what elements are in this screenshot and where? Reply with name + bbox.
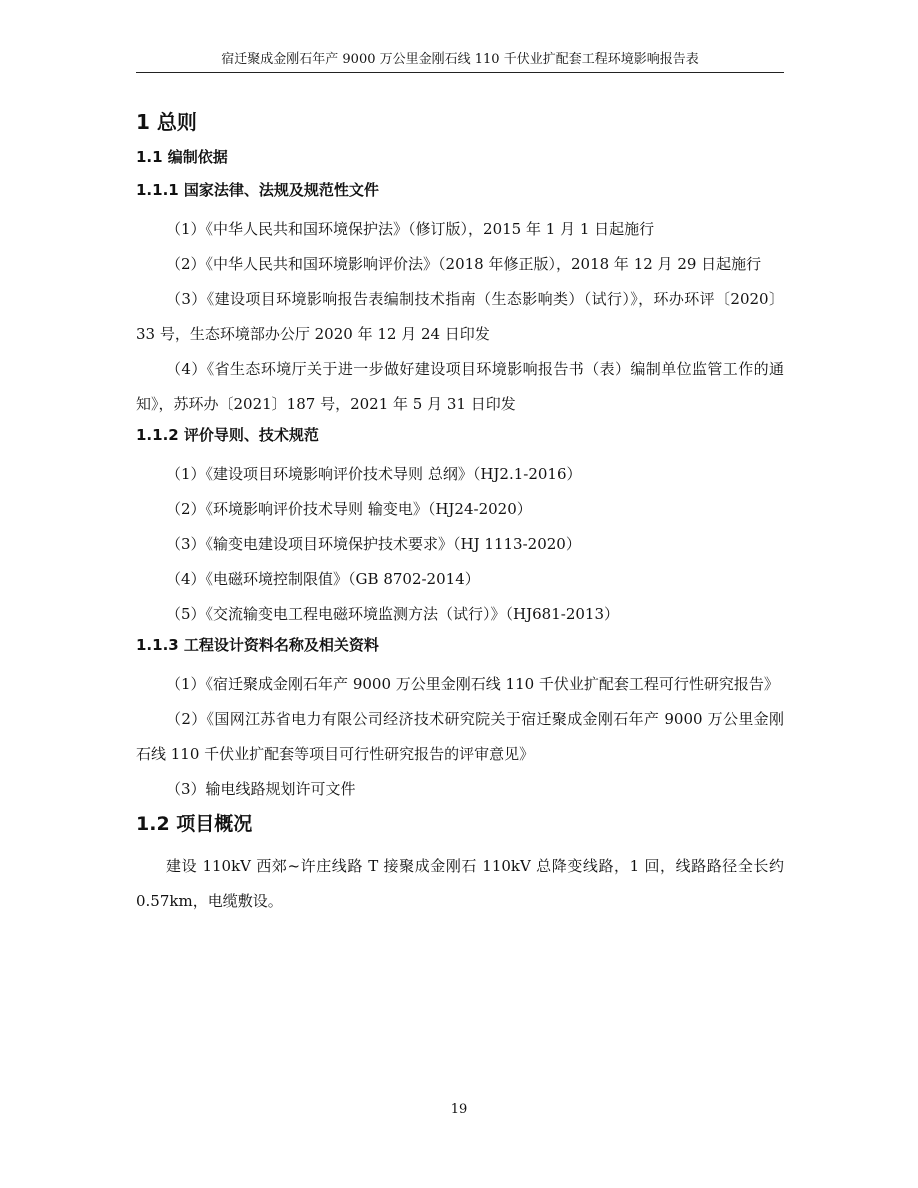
running-header: 宿迁聚成金刚石年产 9000 万公里金刚石线 110 千伏业扩配套工程环境影响报告表 <box>221 52 699 67</box>
law-item: （4）《省生态环境厅关于进一步做好建设项目环境影响报告书（表）编制单位监管工作的通知》，苏环办〔2021〕187 号，2021 年 5 月 31 日印发 <box>136 360 784 413</box>
project-overview-paragraph: 建设 110kV 西郊~许庄线路 T 接聚成金刚石 110kV 总降变线路，1 回，线路路径全长约 0.57km，电缆敷设。 <box>136 857 784 910</box>
section-heading-1-1-3: 1.1.3 工程设计资料名称及相关资料 <box>136 636 379 654</box>
section-heading-1-1-2: 1.1.2 评价导则、技术规范 <box>136 426 319 444</box>
section-heading-1-1-1: 1.1.1 国家法律、法规及规范性文件 <box>136 181 379 199</box>
design-document-item: （3）输电线路规划许可文件 <box>166 780 356 798</box>
design-document-item: （2）《国网江苏省电力有限公司经济技术研究院关于宿迁聚成金刚石年产 9000 万公里金刚石线 110 千伏业扩配套等项目可行性研究报告的评审意见》 <box>136 710 784 763</box>
standard-item: （1）《建设项目环境影响评价技术导则 总纲》（HJ2.1-2016） <box>166 465 582 483</box>
standard-item: （5）《交流输变电工程电磁环境监测方法（试行）》（HJ681-2013） <box>166 605 620 623</box>
law-item: （3）《建设项目环境影响报告表编制技术指南（生态影响类）（试行）》，环办环评〔2020〕33 号，生态环境部办公厅 2020 年 12 月 24 日印发 <box>136 290 784 343</box>
design-document-item: （1）《宿迁聚成金刚石年产 9000 万公里金刚石线 110 千伏业扩配套工程可行性研究报告》 <box>166 675 779 693</box>
page-body <box>136 108 784 919</box>
standard-item: （2）《环境影响评价技术导则 输变电》（HJ24-2020） <box>166 500 532 518</box>
standard-item: （4）《电磁环境控制限值》（GB 8702-2014） <box>166 570 480 588</box>
page-number: 19 <box>450 1102 468 1117</box>
section-heading-1-2: 1.2 项目概况 <box>136 813 253 835</box>
section-heading-1: 1 总则 <box>136 110 197 134</box>
law-item: （2）《中华人民共和国环境影响评价法》（2018 年修正版），2018 年 12 月 29 日起施行 <box>166 255 762 273</box>
law-item: （1）《中华人民共和国环境保护法》（修订版），2015 年 1 月 1 日起施行 <box>166 220 655 238</box>
section-heading-1-1: 1.1 编制依据 <box>136 148 228 166</box>
header-divider <box>136 72 784 73</box>
standard-item: （3）《输变电建设项目环境保护技术要求》（HJ 1113-2020） <box>166 535 581 553</box>
